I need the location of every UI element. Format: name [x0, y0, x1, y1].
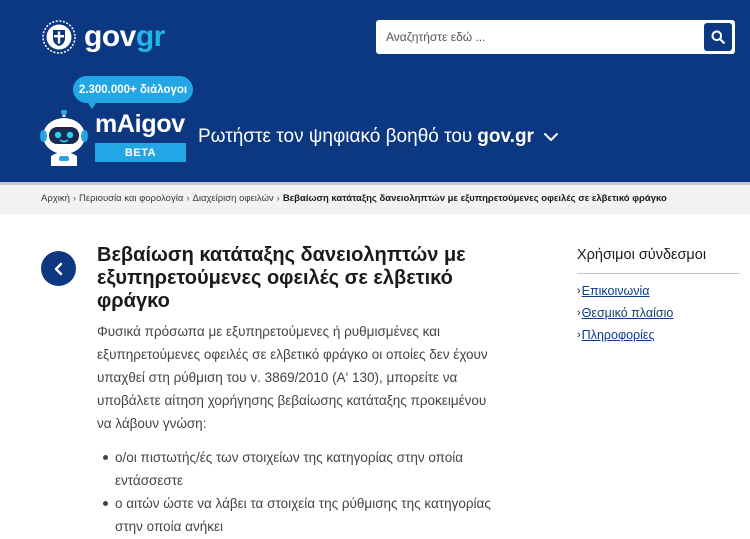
- dialogs-count-badge: 2.300.000+ διάλογοι: [73, 76, 193, 103]
- chevron-right-icon: ›: [577, 307, 581, 319]
- search-input[interactable]: [376, 20, 700, 54]
- intro-paragraph: Φυσικά πρόσωπα με εξυπηρετούμενες ή ρυθμισμένες και εξυπηρετούμενες οφειλές σε ελβετικό φράγκο οι οποίες δεν έχουν υπαχθεί στη ρύθμιση του ν. 3869/2010 (Α' 130), μπορείτε να υποβάλετε αίτηση χορήγησης βεβαίωσης κατάταξης προκειμένου να λάβουν γνώση:: [97, 324, 488, 431]
- chevron-left-icon: [52, 262, 66, 276]
- chevron-right-icon: ›: [577, 285, 581, 297]
- beta-badge: BETA: [95, 143, 186, 162]
- breadcrumb-property-tax[interactable]: Περιουσία και φορολογία: [79, 193, 184, 204]
- useful-links-title: Χρήσιμοι σύνδεσμοι: [577, 247, 740, 274]
- list-item: ο αιτών ώστε να λάβει τα στοιχεία της ρύθμισης της κατηγορίας στην οποία ανήκει: [103, 492, 493, 538]
- badge-tail: [86, 100, 98, 109]
- govgr-logo[interactable]: [42, 17, 165, 57]
- page-title: Βεβαίωση κατάταξης δανειοληπτών με εξυπηρετούμενες οφειλές σε ελβετικό φράγκο: [97, 244, 466, 312]
- mai-name-prefix: mAi: [95, 110, 142, 138]
- assistant-tagline: Ρωτήστε τον ψηφιακό βοηθό του: [198, 126, 473, 147]
- list-item: [577, 324, 740, 346]
- breadcrumb-debt-management[interactable]: Διαχείριση οφειλών: [192, 193, 274, 204]
- logo-text-gr: gr: [135, 20, 165, 53]
- chevron-down-icon[interactable]: [543, 129, 559, 145]
- breadcrumb-separator-icon: ›: [186, 193, 190, 204]
- list-item: [577, 302, 740, 324]
- mai-gov-title[interactable]: [95, 110, 185, 139]
- search-icon: [711, 30, 725, 44]
- logo-text-gov: gov: [84, 20, 136, 53]
- search-box: [376, 20, 735, 54]
- robot-assistant-icon[interactable]: [40, 110, 88, 166]
- assistant-prompt[interactable]: [198, 126, 559, 148]
- list-item: ο/οι πιστωτής/ές των στοιχείων της κατηγορίας στην οποία εντάσσεστε: [103, 446, 493, 492]
- greek-emblem-icon: [42, 20, 76, 54]
- breadcrumb: [41, 193, 667, 204]
- list-item: [577, 280, 740, 302]
- link-contact[interactable]: Επικοινωνία: [581, 284, 650, 298]
- bullet-list: [103, 446, 493, 538]
- breadcrumb-current: Βεβαίωση κατάταξης δανειοληπτών με εξυπηρετούμενες οφειλές σε ελβετικό φράγκο: [282, 193, 667, 204]
- back-button[interactable]: [41, 251, 76, 286]
- site-header: [0, 0, 750, 182]
- search-button[interactable]: [704, 23, 732, 51]
- mai-name-suffix: gov: [141, 110, 185, 138]
- link-legal-framework[interactable]: Θεσμικό πλαίσιο: [581, 306, 674, 320]
- breadcrumb-separator-icon: ›: [72, 193, 77, 204]
- chevron-right-icon: ›: [577, 329, 581, 341]
- link-information[interactable]: Πληροφορίες: [581, 328, 655, 342]
- useful-links-list: [577, 280, 740, 346]
- assistant-tagline-brand: gov.gr: [477, 126, 534, 147]
- breadcrumb-separator-icon: ›: [276, 193, 280, 204]
- useful-links-panel: [577, 247, 740, 346]
- breadcrumb-home[interactable]: Αρχική: [41, 193, 70, 204]
- breadcrumb-bar: [0, 182, 750, 214]
